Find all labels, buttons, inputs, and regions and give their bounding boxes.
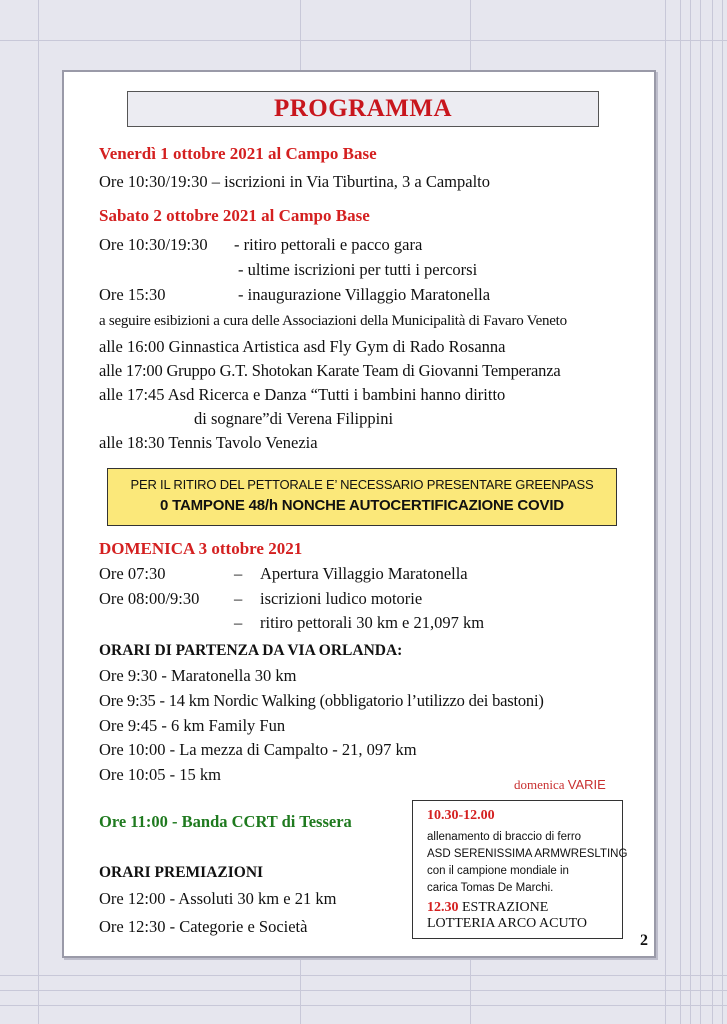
saturday-item: alle 16:00 Ginnastica Artistica asd Fly Gym di Rado Rosanna [99, 337, 506, 356]
sunday-dash-2: – [234, 589, 243, 608]
page-title: PROGRAMMA [273, 95, 453, 122]
award-item: Ore 12:00 - Assoluti 30 km e 21 km [99, 889, 337, 908]
departure-item: Ore 9:35 - 14 km Nordic Walking (obbligatorio l’utilizzo dei bastoni) [99, 691, 544, 710]
varie-time-1: 10.30-12.00 [427, 808, 495, 823]
sunday-heading: DOMENICA 3 ottobre 2021 [99, 539, 303, 558]
varie-text: ASD SERENISSIMA ARMWRESLTING [427, 848, 628, 860]
varie-label [514, 777, 606, 793]
departure-item: Ore 10:05 - 15 km [99, 765, 221, 784]
departures-heading: ORARI DI PARTENZA DA VIA ORLANDA: [99, 642, 403, 659]
varie-text: con il campione mondiale in [427, 865, 569, 877]
awards-heading: ORARI PREMIAZIONI [99, 864, 264, 881]
program-page [62, 70, 656, 958]
page-number: 2 [640, 932, 648, 949]
sunday-time-2: Ore 08:00/9:30 [99, 589, 200, 608]
saturday-text-3: - inaugurazione Villaggio Maratonella [238, 285, 491, 304]
varie-box [412, 800, 628, 939]
saturday-item: alle 17:00 Gruppo G.T. Shotokan Karate Team di Giovanni Temperanza [99, 361, 561, 380]
departure-item: Ore 9:45 - 6 km Family Fun [99, 716, 286, 735]
varie-text: carica Tomas De Marchi. [427, 882, 554, 894]
sunday-time-1: Ore 07:30 [99, 564, 166, 583]
saturday-time-3: Ore 15:30 [99, 285, 166, 304]
award-item: Ore 12:30 - Categorie e Società [99, 917, 308, 936]
notice-line-2: 0 TAMPONE 48/h NONCHE AUTOCERTIFICAZIONE COVID [160, 497, 564, 514]
sunday-text-2: iscrizioni ludico motorie [260, 589, 423, 608]
sunday-text-3: ritiro pettorali 30 km e 21,097 km [260, 613, 485, 632]
varie-text: ESTRAZIONE [458, 900, 549, 915]
sunday-dash-3: – [234, 613, 243, 632]
departure-item: Ore 9:30 - Maratonella 30 km [99, 666, 297, 685]
band-event: Ore 11:00 - Banda CCRT di Tessera [99, 812, 352, 831]
sunday-dash-1: – [234, 564, 243, 583]
notice-line-1: PER IL RITIRO DEL PETTORALE E’ NECESSARIO PRESENTARE GREENPASS [130, 477, 594, 492]
friday-heading: Venerdì 1 ottobre 2021 al Campo Base [99, 144, 377, 163]
varie-label-day: domenica [514, 777, 568, 792]
friday-line: Ore 10:30/19:30 – iscrizioni in Via Tiburtina, 3 a Campalto [99, 172, 491, 191]
saturday-text-1: - ritiro pettorali e pacco gara [234, 235, 423, 254]
varie-text: LOTTERIA ARCO ACUTO [427, 916, 587, 931]
saturday-item: alle 18:30 Tennis Tavolo Venezia [99, 433, 318, 452]
varie-lottery-line [427, 898, 548, 916]
varie-text: allenamento di braccio di ferro [427, 831, 582, 843]
varie-label-title: VARIE [567, 777, 606, 792]
departure-item: Ore 10:00 - La mezza di Campalto - 21, 097 km [99, 740, 417, 759]
saturday-item: di sognare”di Verena Filippini [194, 409, 394, 428]
saturday-intro: a seguire esibizioni a cura delle Associazioni della Municipalità di Favaro Veneto [99, 313, 567, 329]
saturday-time-1: Ore 10:30/19:30 [99, 235, 208, 254]
varie-time-2: 12.30 [427, 900, 459, 915]
saturday-item: alle 17:45 Asd Ricerca e Danza “Tutti i bambini hanno diritto [99, 385, 506, 404]
saturday-heading: Sabato 2 ottobre 2021 al Campo Base [99, 206, 370, 225]
saturday-text-2: - ultime iscrizioni per tutti i percorsi [238, 260, 478, 279]
sunday-text-1: Apertura Villaggio Maratonella [260, 564, 468, 583]
greenpass-notice [107, 468, 617, 526]
title-box [127, 91, 599, 127]
